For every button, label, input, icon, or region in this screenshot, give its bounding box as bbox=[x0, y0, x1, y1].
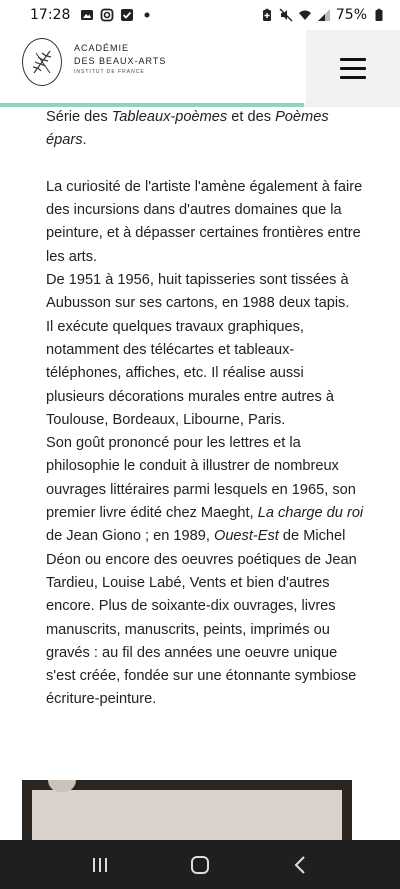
text-run: Son goût prononcé pour les lettres et la philosophie le conduit à illustrer de nombreux ouvrages littéraires parmi lesquels en 1965, son premier livre édité chez Maeght, bbox=[46, 435, 356, 522]
mute-icon bbox=[279, 8, 293, 22]
recent-apps-button[interactable] bbox=[80, 845, 120, 885]
recent-apps-icon bbox=[90, 856, 110, 874]
text-run: et des bbox=[227, 109, 276, 125]
artwork-photo bbox=[22, 780, 352, 840]
hamburger-menu-button[interactable] bbox=[306, 30, 400, 106]
home-icon bbox=[189, 854, 211, 876]
photo-paper bbox=[32, 790, 342, 840]
dot-icon bbox=[140, 8, 154, 22]
status-right bbox=[260, 7, 386, 23]
text-run: de Jean Giono ; en 1989, bbox=[46, 528, 214, 545]
paragraph-tapestries: De 1951 à 1956, huit tapisseries sont tissées à Aubusson sur ses cartons, en 1988 deux tapis. bbox=[46, 272, 350, 312]
hamburger-menu-icon-bar-2 bbox=[340, 67, 366, 70]
text-run: . bbox=[82, 132, 87, 149]
battery-saver-icon bbox=[260, 8, 274, 22]
back-button[interactable] bbox=[280, 845, 320, 885]
instagram-icon bbox=[100, 8, 114, 22]
text-run: de Michel Déon ou encore des oeuvres poétiques de Jean Tardieu, Louise Labé, Vents et bien d'autres encore. Plus de soixante-dix ouvrages, livres manuscrits, manuscrits, peints, imprimés ou gravés : au fil des années une oeuvre unique s'est créée, fondée sur une étonnante symbiose écriture-peinture. bbox=[46, 528, 357, 708]
italic-title: Poèmes épars bbox=[46, 109, 329, 149]
logo-text[interactable] bbox=[74, 44, 166, 75]
paragraph-literature bbox=[46, 432, 366, 712]
site-header bbox=[0, 30, 400, 106]
status-left bbox=[30, 7, 154, 23]
signal-icon bbox=[317, 8, 331, 22]
wifi-icon bbox=[298, 8, 312, 22]
paragraph-graphic-works: Il exécute quelques travaux graphiques, notamment des télécartes et tableaux-téléphones, affiches, etc. Il réalise aussi plusieurs décorations murales entre autres à Toulouse, Bordeaux, Libourne, Paris. bbox=[46, 318, 334, 428]
status-bar bbox=[0, 0, 400, 30]
paragraph-series bbox=[46, 106, 366, 153]
italic-title: Tableaux-poèmes bbox=[111, 109, 228, 125]
check-icon bbox=[120, 8, 134, 22]
status-time: 17:28 bbox=[30, 7, 71, 23]
gallery-icon bbox=[80, 8, 94, 22]
logo-line-2: DES BEAUX-ARTS bbox=[74, 55, 167, 66]
back-icon bbox=[293, 855, 307, 875]
italic-title: Ouest-Est bbox=[213, 528, 279, 545]
italic-title: La charge du roi bbox=[257, 505, 364, 522]
laurel-icon bbox=[28, 47, 56, 77]
hamburger-menu-icon bbox=[340, 58, 366, 61]
system-nav-bar bbox=[0, 840, 400, 889]
hamburger-menu-icon-bar-3 bbox=[340, 76, 366, 79]
article-body bbox=[46, 106, 366, 712]
logo-line-3: INSTITUT DE FRANCE bbox=[74, 68, 145, 75]
paragraph-curiosity: La curiosité de l'artiste l'amène également à faire des incursions dans d'autres domaines que la peinture, et à dépasser certaines frontières entre les arts. bbox=[46, 178, 363, 265]
logo-line-1: ACADÉMIE bbox=[74, 43, 130, 53]
home-button[interactable] bbox=[180, 845, 220, 885]
text-run: Série des bbox=[46, 109, 112, 125]
battery-percentage: 75% bbox=[335, 7, 367, 23]
site-logo[interactable] bbox=[22, 38, 62, 86]
battery-icon bbox=[372, 8, 386, 22]
